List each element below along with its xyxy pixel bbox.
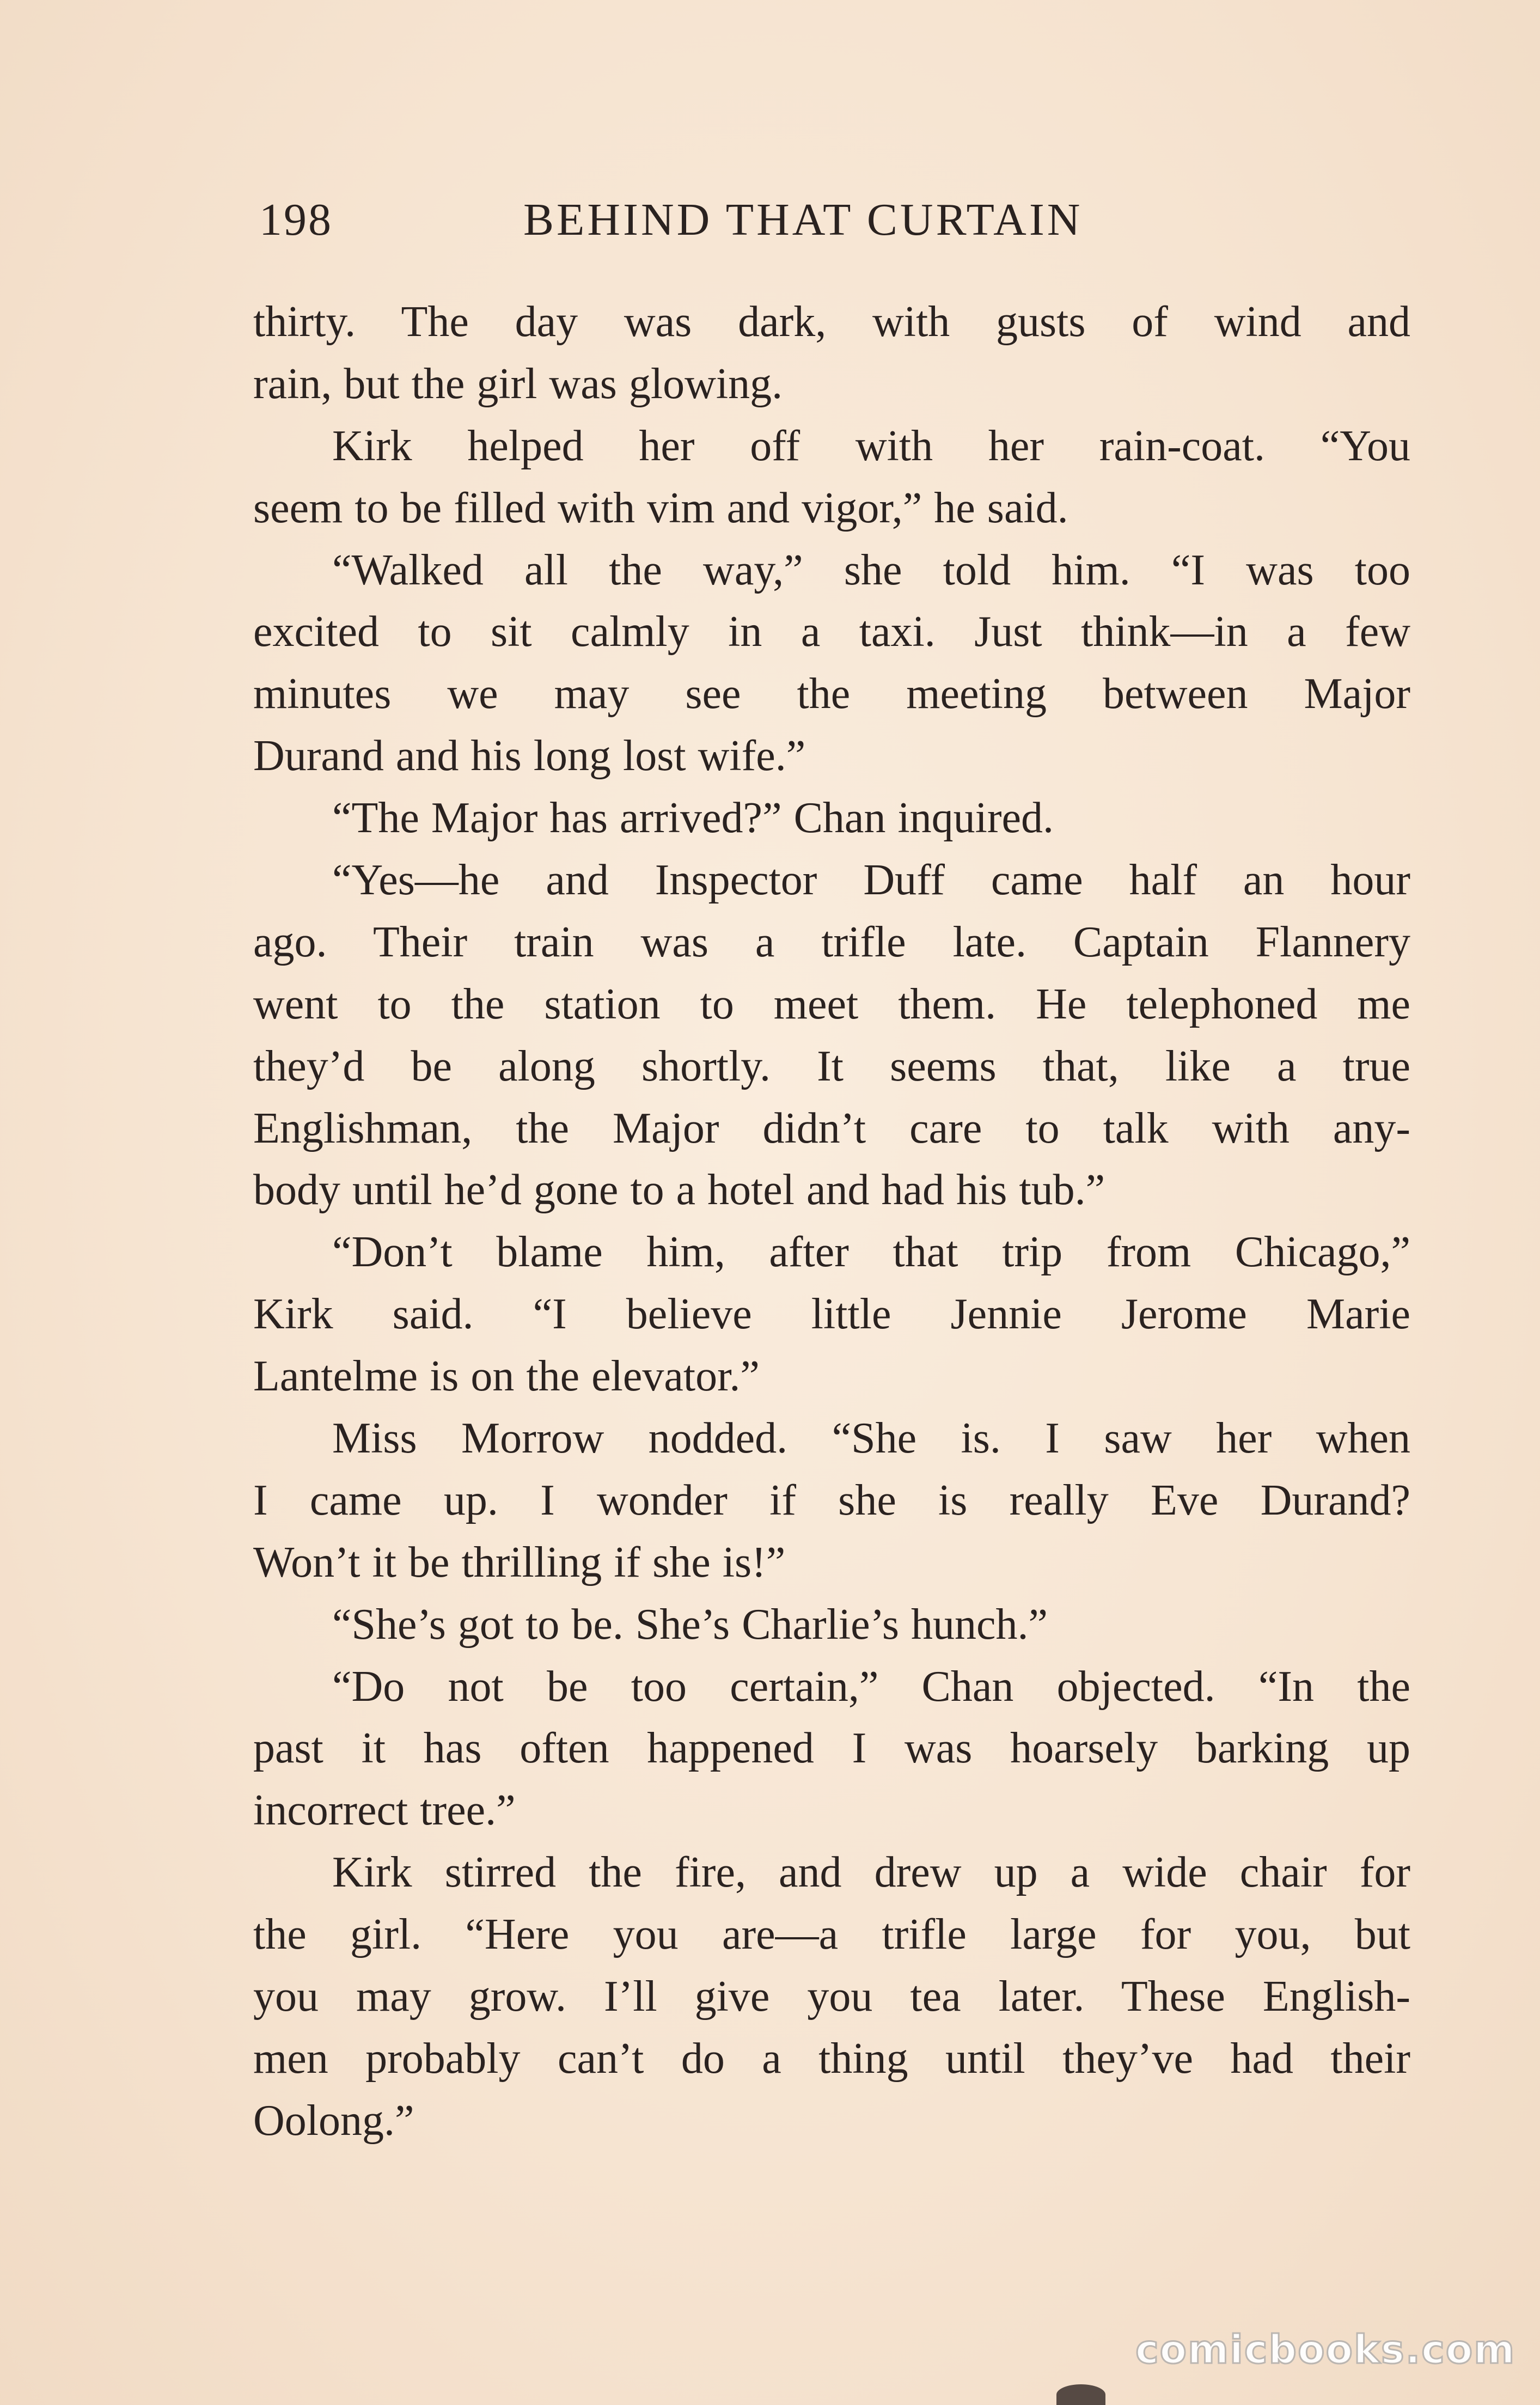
text-line: I came up. I wonder if she is really Eve Durand?	[253, 1476, 1410, 1524]
page-header	[259, 193, 1141, 253]
text-line: Oolong.”	[253, 2096, 414, 2145]
text-line: Kirk stirred the fire, and drew up a wide chair for	[332, 1848, 1410, 1897]
text-line: Kirk said. “I believe little Jennie Jerome Marie	[253, 1290, 1410, 1339]
text-line: Won’t it be thrilling if she is!”	[253, 1538, 786, 1586]
text-line: Durand and his long lost wife.”	[253, 732, 806, 780]
text-line: seem to be filled with vim and vigor,” he said.	[253, 484, 1068, 532]
text-line: body until he’d gone to a hotel and had his tub.”	[253, 1166, 1105, 1214]
text-line: they’d be along shortly. It seems that, like a true	[253, 1042, 1410, 1090]
text-line: ago. Their train was a trifle late. Captain Flannery	[253, 918, 1410, 966]
text-line: went to the station to meet them. He telephoned me	[253, 980, 1410, 1028]
text-line: Lantelme is on the elevator.”	[253, 1352, 760, 1401]
text-line: past it has often happened I was hoarsely barking up	[253, 1724, 1410, 1773]
text-line: excited to sit calmly in a taxi. Just think—in a few	[253, 608, 1410, 656]
watermark: comicbooks.com	[1135, 2327, 1516, 2372]
text-line: Englishman, the Major didn’t care to talk with any-	[253, 1104, 1410, 1152]
page-blemish	[1056, 2384, 1105, 2405]
text-line: Miss Morrow nodded. “She is. I saw her when	[332, 1414, 1410, 1463]
text-line: Kirk helped her off with her rain-coat. “You	[332, 422, 1410, 470]
text-line: “Do not be too certain,” Chan objected. “In the	[332, 1662, 1410, 1711]
text-line: “She’s got to be. She’s Charlie’s hunch.”	[332, 1600, 1048, 1649]
text-line: rain, but the girl was glowing.	[253, 359, 783, 408]
text-line: “Yes—he and Inspector Duff came half an hour	[332, 856, 1410, 905]
page-number: 198	[259, 194, 333, 245]
text-line: you may grow. I’ll give you tea later. These English-	[253, 1973, 1410, 2021]
text-line: the girl. “Here you are—a trifle large for you, but	[253, 1910, 1410, 1959]
text-line: “The Major has arrived?” Chan inquired.	[332, 794, 1054, 843]
text-line: incorrect tree.”	[253, 1786, 516, 1835]
text-line: minutes we may see the meeting between Major	[253, 670, 1410, 718]
text-line: “Don’t blame him, after that trip from Chicago,”	[332, 1228, 1410, 1277]
running-title: BEHIND THAT CURTAIN	[523, 194, 1083, 245]
text-line: thirty. The day was dark, with gusts of wind and	[253, 298, 1410, 346]
body-text	[253, 291, 1410, 2152]
text-line: men probably can’t do a thing until they’ve had their	[253, 2034, 1410, 2083]
text-line: “Walked all the way,” she told him. “I was too	[332, 546, 1410, 594]
